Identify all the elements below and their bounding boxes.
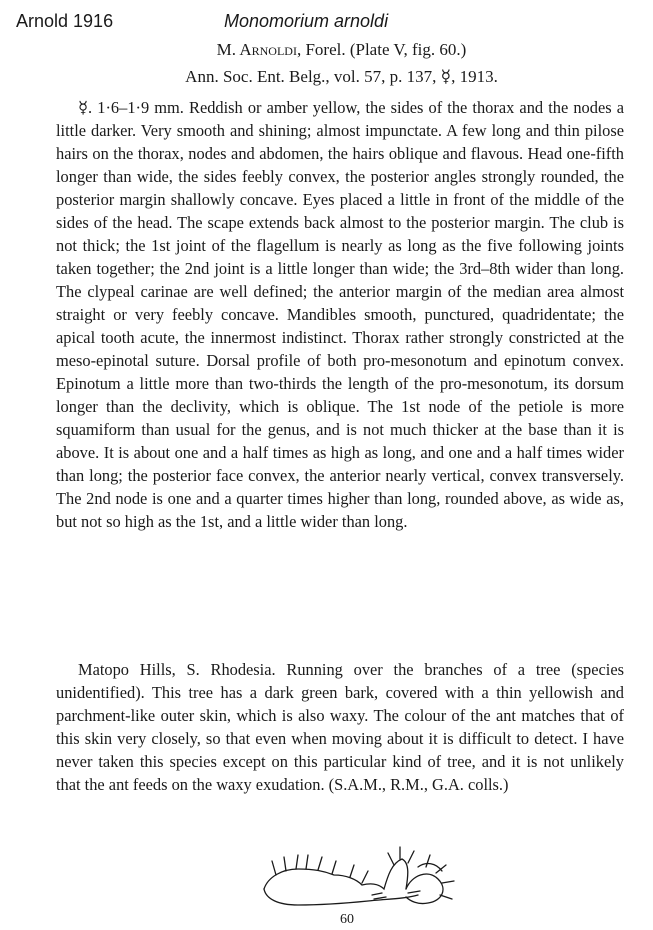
citation-plate: , Forel. (Plate V, fig. 60.) — [296, 40, 467, 59]
description-paragraph: ☿. 1·6–1·9 mm. Reddish or amber yellow, the sides of the thorax and the nodes a little darker. Very smooth and shining; almost impunctate. A few long and thin pilose hairs on the thorax, nodes and abdomen, the hairs oblique and flavous. Head one-fifth longer than wide, the sides feebly convex, the posterior angles strongly rounded, the posterior margin shallowly concave. Eyes placed a little in front of the middle of the sides of the head. The scape extends back almost to the posterior margin. The club is not thick; the 1st joint of the flagellum is nearly as long as the five following joints taken together; the 2nd joint is a little longer than wide; the 3rd–8th wider than long. The clypeal carinae are well defined; the anterior margin of the median area almost straight or very feebly concave. Mandibles smooth, punctured, quadridentate; the apical tooth acute, the innermost indistinct. Thorax rather strongly constricted at the meso-epinotal suture. Dorsal profile of both pro-mesonotum and epinotum convex. Epinotum a little more than two-thirds the length of the pro-mesonotum, its dorsum longer than the declivity, which is oblique. The 1st node of the petiole is more squamiform than usual for the genus, and is not much thicker at the base than it is above. It is about one and a half times as high as long, and one and a half times wider than long; the posterior face convex, the anterior nearly vertical, convex transversely. The 2nd node is one and a quarter times higher than long, rounded above, as wide as, but not so high as the 1st, and a little wider than long. — [56, 98, 624, 531]
locality-paragraph: Matopo Hills, S. Rhodesia. Running over the branches of a tree (species unidentified). This tree has a dark green bark, covered with a thin yellowish and parchment-like outer skin, which is also waxy. The colour of the ant matches that of this skin very closely, so that even when moving about it is difficult to detect. I have never taken this species except on this particular kind of tree, and it is not unlikely that the ant feeds on the waxy exudation. (S.A.M., R.M., G.A. colls.) — [56, 660, 624, 794]
locality-block — [56, 658, 624, 796]
author-year-label: Arnold 1916 — [16, 11, 114, 31]
description-block — [56, 96, 624, 533]
ant-petiole-figure — [258, 845, 458, 913]
citation-author: M. Arnoldi — [216, 40, 297, 59]
citation-line-1 — [0, 40, 653, 60]
figure-number: 60 — [340, 912, 354, 927]
species-name-label: Monomorium arnoldi — [224, 11, 389, 31]
citation-line-2: Ann. Soc. Ent. Belg., vol. 57, p. 137, ☿, 1913. — [185, 67, 498, 86]
